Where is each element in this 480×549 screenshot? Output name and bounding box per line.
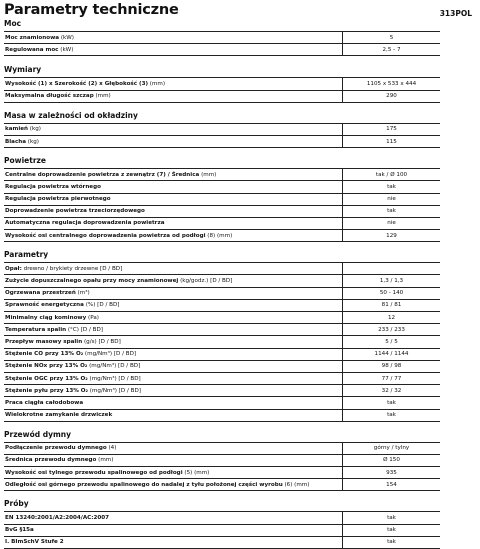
spec-label-unit: (kW)	[58, 46, 74, 53]
spec-label-name: Stężenie pyłu przy 13% O₂	[5, 387, 88, 394]
spec-label-unit: (m³)	[75, 290, 90, 297]
spec-label-name: Stężenie NOx przy 13% O₂	[5, 363, 88, 370]
spec-label-unit: (mg/Nm³) [D / BD]	[87, 363, 141, 370]
table-row	[4, 348, 440, 360]
spec-value: 12	[343, 312, 441, 324]
spec-label-name: Praca ciągła całodobowa	[5, 399, 84, 406]
spec-label	[4, 409, 343, 421]
spec-table	[4, 123, 440, 148]
spec-label	[4, 230, 343, 242]
spec-label-name: Stężenie OGC przy 13% O₂	[5, 375, 88, 382]
spec-value: tak	[343, 205, 441, 217]
table-row	[4, 512, 440, 524]
spec-value: tak	[343, 536, 441, 548]
spec-table	[4, 511, 440, 549]
table-row	[4, 44, 440, 56]
spec-value: nie	[343, 193, 441, 205]
spec-label-name: Podłączenie przewodu dymnego	[5, 445, 107, 452]
spec-label-unit: (°C) [D / BD]	[66, 326, 103, 333]
spec-value: 98 / 98	[343, 360, 441, 372]
spec-value: 32 / 32	[343, 385, 441, 397]
spec-label-name: Średnica przewodu dymnego	[5, 457, 97, 464]
spec-label-unit: (8) (mm)	[205, 232, 233, 239]
page-title: Parametry techniczne	[4, 2, 179, 18]
spec-value: nie	[343, 217, 441, 229]
spec-value: 50 - 140	[343, 287, 441, 299]
model-number: 313POL	[439, 9, 472, 18]
spec-value: 5 / 5	[343, 336, 441, 348]
spec-label-name: Ogrzewana przestrzeń	[5, 290, 76, 297]
spec-label	[4, 397, 343, 409]
table-row	[4, 479, 440, 491]
spec-value: 233 / 233	[343, 324, 441, 336]
spec-label-unit: (mg/Nm³) [D / BD]	[83, 351, 137, 358]
table-row	[4, 287, 440, 299]
table-row	[4, 230, 440, 242]
table-row	[4, 193, 440, 205]
spec-label-name: Wysokość (1) x Szerokość (2) x Głębokość (3)	[5, 80, 149, 87]
spec-label	[4, 512, 343, 524]
spec-label-unit: (5) (mm)	[182, 469, 210, 476]
table-row	[4, 372, 440, 384]
spec-label	[4, 32, 343, 44]
table-row	[4, 32, 440, 44]
spec-value: tak	[343, 181, 441, 193]
spec-label-name: Regulowana moc	[5, 46, 59, 53]
spec-value: górny / tylny	[343, 442, 441, 454]
spec-value: 154	[343, 479, 441, 491]
spec-label-name: Moc znamionowa	[5, 34, 60, 41]
spec-value: 5	[343, 32, 441, 44]
spec-label-name: Opał:	[5, 265, 22, 272]
spec-label	[4, 312, 343, 324]
spec-label	[4, 44, 343, 56]
spec-label	[4, 287, 343, 299]
spec-label	[4, 360, 343, 372]
spec-label-unit: (mg/Nm³) [D / BD]	[87, 375, 141, 382]
section-title: Powietrze	[4, 156, 46, 166]
spec-label-name: Wysokość osi tylnego przewodu spalinowego od podłogi	[5, 469, 183, 476]
table-row	[4, 360, 440, 372]
spec-label	[4, 169, 343, 181]
spec-value: tak	[343, 524, 441, 536]
spec-label-unit: (g/s) [D / BD]	[82, 338, 121, 345]
section-title: Przewód dymny	[4, 429, 72, 439]
spec-value: 1144 / 1144	[343, 348, 441, 360]
spec-label-unit: (%) [D / BD]	[83, 302, 120, 309]
spec-value: 290	[343, 90, 441, 102]
spec-label-name: Wysokość osi centralnego doprowadzenia powietrza od podłogi	[5, 232, 206, 239]
spec-label-unit: (mm)	[199, 171, 217, 178]
spec-label-unit: (kg/godz.) [D / BD]	[178, 278, 233, 285]
table-row	[4, 181, 440, 193]
spec-label-unit: (6) (mm)	[282, 481, 310, 488]
table-row	[4, 454, 440, 466]
spec-label	[4, 536, 343, 548]
spec-label-name: Regulacja powietrza wtórnego	[5, 183, 101, 190]
table-row	[4, 299, 440, 311]
spec-value: 935	[343, 467, 441, 479]
spec-label	[4, 467, 343, 479]
spec-label-unit: (kW)	[59, 34, 74, 41]
spec-label-name: Stężenie CO przy 13% O₂	[5, 351, 84, 358]
table-row	[4, 312, 440, 324]
spec-label	[4, 336, 343, 348]
table-row	[4, 336, 440, 348]
spec-label	[4, 372, 343, 384]
table-row	[4, 536, 440, 548]
spec-value: 1105 x 533 x 444	[343, 78, 441, 90]
spec-value: 1,3 / 1,3	[343, 275, 441, 287]
spec-label-unit: (mg/Nm³) [D / BD]	[88, 387, 141, 394]
spec-label-name: Przepływ masowy spalin	[5, 338, 83, 345]
spec-label-unit: (mm)	[148, 80, 166, 87]
table-row	[4, 385, 440, 397]
spec-label-name: Sprawność energetyczna	[5, 302, 84, 309]
spec-label-unit: (mm)	[96, 457, 114, 464]
spec-value: Ø 150	[343, 454, 441, 466]
spec-label-name: Doprowadzenie powietrza trzeciorzędowego	[5, 208, 145, 215]
spec-label	[4, 324, 343, 336]
spec-label-name: Centralne doprowadzenie powietrza z zewnątrz (7) / Średnica	[5, 171, 200, 178]
spec-label	[4, 193, 343, 205]
spec-label-name: Minimalny ciąg kominowy	[5, 314, 87, 321]
table-row	[4, 275, 440, 287]
spec-value	[343, 263, 441, 275]
spec-table	[4, 77, 440, 102]
table-row	[4, 78, 440, 90]
section-title: Wymiary	[4, 65, 42, 75]
spec-label	[4, 135, 343, 147]
spec-value: tak	[343, 409, 441, 421]
spec-label-unit: (kg)	[28, 126, 41, 133]
spec-label-name: kamień	[5, 126, 29, 133]
spec-content	[4, 19, 440, 549]
spec-value: tak	[343, 512, 441, 524]
table-row	[4, 123, 440, 135]
spec-value: 81 / 81	[343, 299, 441, 311]
spec-label-name: EN 13240:2001/A2:2004/AC:2007	[5, 515, 110, 522]
spec-table	[4, 31, 440, 56]
spec-label	[4, 181, 343, 193]
table-row	[4, 467, 440, 479]
table-row	[4, 205, 440, 217]
spec-label	[4, 442, 343, 454]
spec-label-unit: (4)	[106, 445, 117, 452]
spec-label	[4, 205, 343, 217]
spec-label-name: Zużycie dopuszczalnego opału przy mocy znamionowej	[5, 278, 179, 285]
table-row	[4, 169, 440, 181]
spec-label-name: I. BImSchV Stufe 2	[5, 539, 64, 546]
spec-label	[4, 299, 343, 311]
spec-label-name: Automatyczna regulacja doprowadzenia powietrza	[5, 220, 165, 227]
spec-label	[4, 217, 343, 229]
table-row	[4, 524, 440, 536]
table-row	[4, 442, 440, 454]
spec-label	[4, 348, 343, 360]
spec-label	[4, 479, 343, 491]
spec-value: tak	[343, 397, 441, 409]
spec-value: 115	[343, 135, 441, 147]
table-row	[4, 409, 440, 421]
spec-value: 175	[343, 123, 441, 135]
spec-label-unit: (mm)	[93, 93, 111, 100]
section-title: Próby	[4, 499, 29, 509]
spec-label-name: BvG §15a	[5, 527, 34, 534]
spec-table	[4, 168, 440, 242]
spec-label	[4, 454, 343, 466]
spec-value: 77 / 77	[343, 372, 441, 384]
spec-label-name: Regulacja powietrza pierwotnego	[5, 196, 111, 203]
spec-table	[4, 262, 440, 421]
spec-value: 129	[343, 230, 441, 242]
spec-label	[4, 275, 343, 287]
section-title: Parametry	[4, 250, 49, 260]
table-row	[4, 324, 440, 336]
spec-label	[4, 524, 343, 536]
spec-label-unit: (Pa)	[86, 314, 99, 321]
spec-label	[4, 263, 343, 275]
spec-label	[4, 90, 343, 102]
spec-label-name: Wielokrotne zamykanie drzwiczek	[5, 412, 113, 419]
spec-label	[4, 78, 343, 90]
spec-label-name: Maksymalna długość szczap	[5, 93, 94, 100]
spec-label-name: Odległość osi górnego przewodu spalinowego do nadalej z tyłu położonej części wyrobu	[5, 481, 283, 488]
section-title: Masa w zależności od okładziny	[4, 110, 138, 120]
spec-label-unit: drewno / brykiety drzewne [D / BD]	[21, 265, 123, 272]
spec-label-name: Blacha	[5, 138, 27, 145]
section-title: Moc	[4, 19, 22, 28]
table-row	[4, 217, 440, 229]
table-row	[4, 135, 440, 147]
spec-label	[4, 123, 343, 135]
table-row	[4, 90, 440, 102]
spec-label-unit: (kg)	[26, 138, 39, 145]
table-row	[4, 263, 440, 275]
spec-value: 2,5 - 7	[343, 44, 441, 56]
spec-label	[4, 385, 343, 397]
spec-table	[4, 442, 440, 492]
table-row	[4, 397, 440, 409]
spec-label-name: Temperatura spalin	[5, 326, 67, 333]
spec-value: tak / Ø 100	[343, 169, 441, 181]
